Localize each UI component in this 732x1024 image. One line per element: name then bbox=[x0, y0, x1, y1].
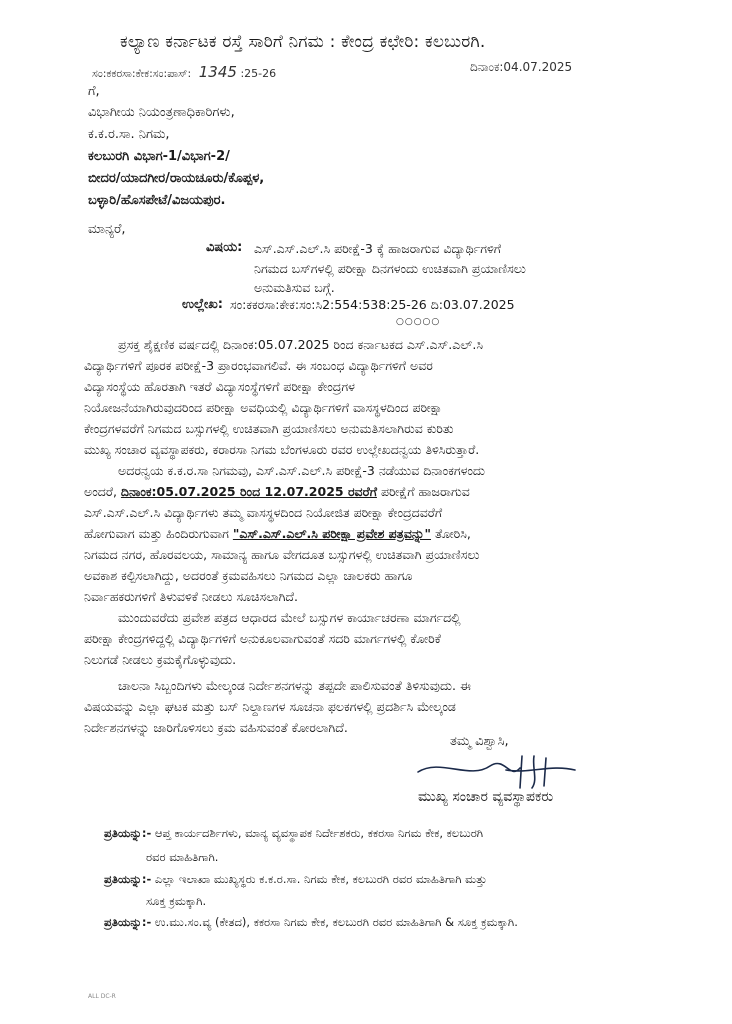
reference-number bbox=[92, 63, 276, 81]
separator-dots: ○○○○○ bbox=[396, 317, 441, 327]
reference-label: ಉಲ್ಲೇಖ: bbox=[182, 297, 223, 312]
address-line: ಕಲಬುರಗಿ ವಿಭಾಗ-1/ವಿಭಾಗ-2/ bbox=[88, 149, 230, 164]
ref-prefix: ಸಂ:ಕಕರಸಾ:ಕೇಕ:ಸಂ:ಪಾಸ್: bbox=[92, 67, 192, 80]
para2-line: ಅದರನ್ವಯ ಕ.ಕ.ರ.ಸಾ ನಿಗಮವು, ಎಸ್.ಎಸ್.ಎಲ್.ಸಿ ಪರೀಕ್ಷೆ-3 ನಡೆಯುವ ದಿನಾಂಕಗಳಂದು bbox=[118, 463, 485, 478]
copy-continuation: ರವರ ಮಾಹಿತಿಗಾಗಿ. bbox=[146, 850, 219, 864]
admit-card-phrase: "ಎಸ್.ಎಸ್.ಎಲ್.ಸಿ ಪರೀಕ್ಷಾ ಪ್ರವೇಶ ಪತ್ರವನ್ನು" bbox=[232, 526, 431, 541]
signature-image bbox=[410, 750, 580, 792]
para4-line: ನಿರ್ದೇಶನಗಳನ್ನು ಜಾರಿಗೊಳಿಸಲು ಕ್ರಮ ವಹಿಸುವಂತೆ ಕೋರಲಾಗಿದೆ. bbox=[84, 720, 348, 735]
copy-line bbox=[104, 915, 518, 930]
para2-text: ಪರೀಕ್ಷೆಗೆ ಹಾಜರಾಗುವ bbox=[380, 484, 470, 499]
copy-text: ಎಲ್ಲಾ ಇಲಾಖಾ ಮುಖ್ಯಸ್ಥರು ಕ.ಕ.ರ.ಸಾ. ನಿಗಮ ಕೇಕ, ಕಲಬುರಗಿ ರವರ ಮಾಹಿತಿಗಾಗಿ ಮತ್ತು bbox=[154, 872, 487, 886]
copy-lead: ಪ್ರತಿಯನ್ನು:- bbox=[104, 826, 152, 840]
para2-line: ನಿಗಮದ ನಗರ, ಹೊರವಲಯ, ಸಾಮಾನ್ಯ ಹಾಗೂ ವೇಗದೂತ ಬಸ್ಸುಗಳಲ್ಲಿ ಉಚಿತವಾಗಿ ಪ್ರಯಾಣಿಸಲು bbox=[84, 547, 480, 562]
para1-line: ವಿದ್ಯಾರ್ಥಿಗಳಿಗೆ ಪೂರಕ ಪರೀಕ್ಷೆ-3 ಪ್ರಾರಂಭವಾಗಲಿವೆ. ಈ ಸಂಬಂಧ ವಿದ್ಯಾರ್ಥಿಗಳಿಗೆ ಅವರ bbox=[84, 358, 433, 373]
para1-line: ವಿದ್ಯಾಸಂಸ್ಥೆಯ ಹೊರತಾಗಿ ಇತರೆ ವಿದ್ಯಾಸಂಸ್ಥೆಗಳಿಗೆ ಪರೀಕ್ಷಾ ಕೇಂದ್ರಗಳ bbox=[84, 379, 355, 394]
para3-line: ನಿಲುಗಡೆ ನೀಡಲು ಕ್ರಮಕೈಗೊಳ್ಳುವುದು. bbox=[84, 652, 237, 667]
copy-lead: ಪ್ರತಿಯನ್ನು:- bbox=[104, 915, 152, 929]
address-line: ಬೀದರ/ಯಾದಗೀರ/ರಾಯಚೂರು/ಕೊಪ್ಪಳ, bbox=[88, 171, 265, 186]
copy-line bbox=[104, 872, 487, 887]
address-line: ಬಳ್ಳಾರಿ/ಹೊಸಪೇಟೆ/ವಿಜಯಪುರ. bbox=[88, 193, 226, 208]
para1-line: ಪ್ರಸಕ್ತ ಶೈಕ್ಷಣಿಕ ವರ್ಷದಲ್ಲಿ ದಿನಾಂಕ:05.07.2025 ರಿಂದ ಕರ್ನಾಟಕದ ಎಸ್.ಎಸ್.ಎಲ್.ಸಿ bbox=[118, 337, 484, 352]
para2-line: ಎಸ್.ಎಸ್.ಎಲ್.ಸಿ ವಿದ್ಯಾರ್ಥಿಗಳು ತಮ್ಮ ವಾಸಸ್ಥಳದಿಂದ ನಿಯೋಜಿತ ಪರೀಕ್ಷಾ ಕೇಂದ್ರದವರೆಗೆ bbox=[84, 505, 443, 520]
signatory-title: ಮುಖ್ಯ ಸಂಚಾರ ವ್ಯವಸ್ಥಾಪಕರು bbox=[418, 789, 554, 805]
letter-date: ದಿನಾಂಕ:04.07.2025 bbox=[470, 60, 573, 74]
para2-text: ತೋರಿಸಿ, bbox=[434, 526, 471, 541]
copy-line bbox=[104, 826, 483, 841]
para2-text: ಹೋಗುವಾಗ ಮತ್ತು ಹಿಂದಿರುಗುವಾಗ bbox=[84, 526, 229, 541]
salutation: ಮಾನ್ಯರೆ, bbox=[88, 222, 126, 237]
subject-label: ವಿಷಯ: bbox=[206, 240, 243, 255]
para3-line: ಮುಂದುವರೆದು ಪ್ರವೇಶ ಪತ್ರದ ಆಧಾರದ ಮೇಲೆ ಬಸ್ಸುಗಳ ಕಾರ್ಯಾಚರಣಾ ಮಾರ್ಗದಲ್ಲಿ bbox=[118, 610, 461, 625]
para2-line bbox=[84, 484, 654, 500]
letterhead-title: ಕಲ್ಯಾಣ ಕರ್ನಾಟಕ ರಸ್ತೆ ಸಾರಿಗೆ ನಿಗಮ : ಕೇಂದ್ರ ಕಛೇರಿ: ಕಲಬುರಗಿ. bbox=[120, 32, 486, 52]
para3-line: ಪರೀಕ್ಷಾ ಕೇಂದ್ರಗಳಿದ್ದಲ್ಲಿ ವಿದ್ಯಾರ್ಥಿಗಳಿಗೆ ಅನುಕೂಲವಾಗುವಂತೆ ಸದರಿ ಮಾರ್ಗಗಳಲ್ಲಿ ಕೋರಿಕೆ bbox=[84, 631, 441, 646]
para2-line bbox=[84, 526, 654, 542]
para4-line: ಚಾಲನಾ ಸಿಬ್ಬಂದಿಗಳು ಮೇಲ್ಕಂಡ ನಿರ್ದೇಶನಗಳನ್ನು ತಪ್ಪದೇ ಪಾಲಿಸುವಂತೆ ತಿಳಿಸುವುದು. ಈ bbox=[118, 678, 471, 693]
para2-line: ಅವಕಾಶ ಕಲ್ಪಿಸಲಾಗಿದ್ದು, ಅದರಂತೆ ಕ್ರಮವಹಿಸಲು ನಿಗಮದ ಎಲ್ಲಾ ಚಾಲಕರು ಹಾಗೂ bbox=[84, 568, 413, 583]
para1-line: ಮುಖ್ಯ ಸಂಚಾರ ವ್ಯವಸ್ಥಾಪಕರು, ಕರಾರಸಾ ನಿಗಮ ಬೆಂಗಳೂರು ರವರ ಉಲ್ಲೇಖದನ್ವಯ ತಿಳಿಸಿರುತ್ತಾರೆ. bbox=[84, 442, 480, 457]
para2-text: ಅಂದರೆ, bbox=[84, 484, 117, 499]
copy-text: ಉ.ಮು.ಸಂ.ವ್ಯ (ಕೇತದ), ಕಕರಸಾ ನಿಗಮ ಕೇಕ, ಕಲಬುರಗಿ ರವರ ಮಾಹಿತಿಗಾಗಿ & ಸೂಕ್ತ ಕ್ರಮಕ್ಕಾಗಿ. bbox=[154, 915, 518, 929]
copy-lead: ಪ್ರತಿಯನ್ನು:- bbox=[104, 872, 152, 886]
subject-line: ಅನುಮತಿಸುವ ಬಗ್ಗೆ. bbox=[254, 280, 335, 295]
exam-date-range: ದಿನಾಂಕ:05.07.2025 ರಿಂದ 12.07.2025 ರವರೆಗೆ bbox=[120, 484, 377, 499]
address-line: ಕ.ಕ.ರ.ಸಾ. ನಿಗಮ, bbox=[88, 127, 170, 142]
footer-mark: ALL DC-R bbox=[88, 993, 116, 1000]
para1-line: ಕೇಂದ್ರಗಳವರೆಗೆ ನಿಗಮದ ಬಸ್ಸುಗಳಲ್ಲಿ ಉಚಿತವಾಗಿ ಪ್ರಯಾಣಿಸಲು ಅನುಮತಿಸಲಾಗಿರುವ ಕುರಿತು bbox=[84, 421, 454, 436]
para4-line: ವಿಷಯವನ್ನು ಎಲ್ಲಾ ಘಟಕ ಮತ್ತು ಬಸ್ ನಿಲ್ದಾಣಗಳ ಸೂಚನಾ ಫಲಕಗಳಲ್ಲಿ ಪ್ರದರ್ಶಿಸಿ ಮೇಲ್ಕಂಡ bbox=[84, 699, 456, 714]
closing-line: ತಮ್ಮ ವಿಶ್ವಾಸಿ, bbox=[450, 734, 509, 749]
copy-text: ಆಪ್ತ ಕಾರ್ಯದರ್ಶಿಗಳು, ಮಾನ್ಯ ವ್ಯವಸ್ಥಾಪಕ ನಿರ್ದೇಶಕರು, ಕಕರಸಾ ನಿಗಮ ಕೇಕ, ಕಲಬುರಗಿ bbox=[154, 826, 484, 840]
ref-handwritten-number: 1345 bbox=[198, 63, 237, 81]
subject-line: ಎಸ್.ಎಸ್.ಎಲ್.ಸಿ ಪರೀಕ್ಷೆ-3 ಕ್ಕೆ ಹಾಜರಾಗುವ ವಿದ್ಯಾರ್ಥಿಗಳಿಗೆ bbox=[254, 241, 502, 256]
copy-continuation: ಸೂಕ್ತ ಕ್ರಮಕ್ಕಾಗಿ. bbox=[146, 894, 207, 908]
ref-suffix: :25-26 bbox=[240, 67, 277, 80]
reference-text: ಸಂ:ಕಕರಸಾ:ಕೇಕ:ಸಂ:ಸಿ2:554:538:25-26 ದಿ:03.07.2025 bbox=[230, 297, 515, 312]
subject-line: ನಿಗಮದ ಬಸ್‌ಗಳಲ್ಲಿ ಪರೀಕ್ಷಾ ದಿನಗಳಂದು ಉಚಿತವಾಗಿ ಪ್ರಯಾಣಿಸಲು bbox=[254, 261, 526, 276]
address-line: ವಿಭಾಗೀಯ ನಿಯಂತ್ರಣಾಧಿಕಾರಿಗಳು, bbox=[88, 105, 235, 120]
recipient-to: ಗೆ, bbox=[88, 84, 100, 99]
para2-line: ನಿರ್ವಾಹಕರುಗಳಿಗೆ ತಿಳುವಳಿಕೆ ನೀಡಲು ಸೂಚಿಸಲಾಗಿದೆ. bbox=[84, 589, 298, 604]
para1-line: ನಿಯೋಜನೆಯಾಗಿರುವುದರಿಂದ ಪರೀಕ್ಷಾ ಅವಧಿಯಲ್ಲಿ ವಿದ್ಯಾರ್ಥಿಗಳಿಗೆ ವಾಸಸ್ಥಳದಿಂದ ಪರೀಕ್ಷಾ bbox=[84, 400, 443, 415]
